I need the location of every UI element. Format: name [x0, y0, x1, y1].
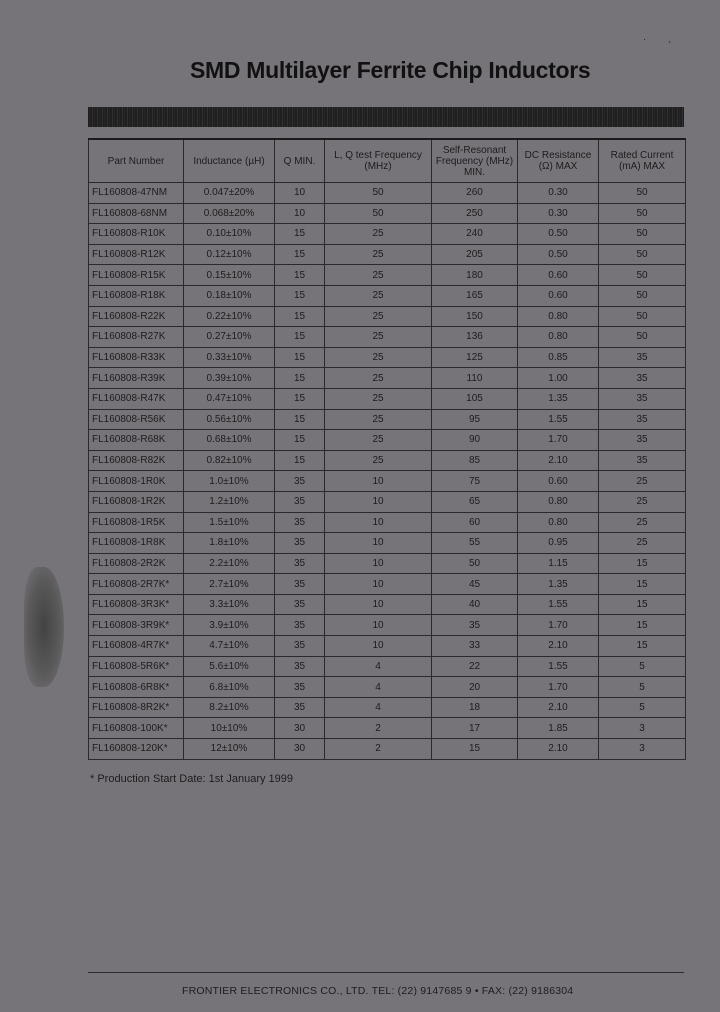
table-row: [89, 430, 686, 451]
cell-rated-current: 35: [599, 388, 686, 409]
table-row: [89, 553, 686, 574]
table-row: [89, 409, 686, 430]
cell-rated-current: 50: [599, 244, 686, 265]
cell-rated-current: 5: [599, 656, 686, 677]
table-row: [89, 636, 686, 657]
cell-test-frequency: 25: [325, 244, 432, 265]
cell-q-min: 35: [275, 512, 325, 533]
cell-part-number: FL160808-R15K: [89, 265, 184, 286]
cell-rated-current: 25: [599, 471, 686, 492]
cell-q-min: 10: [275, 183, 325, 204]
cell-inductance: 1.0±10%: [184, 471, 275, 492]
cell-inductance: 0.15±10%: [184, 265, 275, 286]
table-row: [89, 327, 686, 348]
cell-self-resonant-frequency: 165: [432, 285, 518, 306]
table-body: [89, 183, 686, 760]
cell-dc-resistance: 1.70: [518, 615, 599, 636]
cell-inductance: 10±10%: [184, 718, 275, 739]
cell-q-min: 35: [275, 677, 325, 698]
cell-self-resonant-frequency: 40: [432, 594, 518, 615]
table-row: [89, 183, 686, 204]
cell-inductance: 0.068±20%: [184, 203, 275, 224]
cell-dc-resistance: 0.50: [518, 224, 599, 245]
cell-rated-current: 5: [599, 677, 686, 698]
cell-self-resonant-frequency: 45: [432, 574, 518, 595]
cell-inductance: 8.2±10%: [184, 697, 275, 718]
cell-self-resonant-frequency: 65: [432, 491, 518, 512]
column-header-inductance: Inductance (µH): [184, 139, 275, 183]
cell-rated-current: 35: [599, 409, 686, 430]
cell-inductance: 0.39±10%: [184, 368, 275, 389]
cell-self-resonant-frequency: 180: [432, 265, 518, 286]
cell-test-frequency: 25: [325, 347, 432, 368]
cell-self-resonant-frequency: 150: [432, 306, 518, 327]
cell-dc-resistance: 0.85: [518, 347, 599, 368]
cell-rated-current: 15: [599, 615, 686, 636]
table-row: [89, 533, 686, 554]
cell-test-frequency: 10: [325, 574, 432, 595]
cell-q-min: 35: [275, 533, 325, 554]
cell-q-min: 15: [275, 450, 325, 471]
cell-inductance: 4.7±10%: [184, 636, 275, 657]
cell-self-resonant-frequency: 60: [432, 512, 518, 533]
cell-rated-current: 35: [599, 368, 686, 389]
table-row: [89, 697, 686, 718]
cell-rated-current: 50: [599, 327, 686, 348]
cell-inductance: 0.047±20%: [184, 183, 275, 204]
cell-q-min: 35: [275, 594, 325, 615]
cell-rated-current: 50: [599, 285, 686, 306]
cell-rated-current: 50: [599, 306, 686, 327]
cell-rated-current: 35: [599, 430, 686, 451]
cell-test-frequency: 25: [325, 285, 432, 306]
cell-dc-resistance: 1.35: [518, 574, 599, 595]
column-header-test-frequency: L, Q test Frequency (MHz): [325, 139, 432, 183]
page-title: SMD Multilayer Ferrite Chip Inductors: [190, 57, 591, 83]
cell-part-number: FL160808-2R2K: [89, 553, 184, 574]
cell-inductance: 0.10±10%: [184, 224, 275, 245]
cell-part-number: FL160808-R10K: [89, 224, 184, 245]
cell-test-frequency: 50: [325, 183, 432, 204]
cell-part-number: FL160808-1R2K: [89, 491, 184, 512]
cell-inductance: 0.56±10%: [184, 409, 275, 430]
cell-dc-resistance: 0.50: [518, 244, 599, 265]
cell-test-frequency: 10: [325, 512, 432, 533]
header-bar: [88, 107, 684, 127]
footer-contact: FRONTIER ELECTRONICS CO., LTD. TEL: (22) 9147685 9 • FAX: (22) 9186304: [182, 985, 574, 997]
cell-q-min: 15: [275, 347, 325, 368]
table-row: [89, 306, 686, 327]
cell-self-resonant-frequency: 240: [432, 224, 518, 245]
cell-rated-current: 3: [599, 718, 686, 739]
table-row: [89, 677, 686, 698]
table-row: [89, 574, 686, 595]
cell-q-min: 15: [275, 409, 325, 430]
cell-test-frequency: 2: [325, 718, 432, 739]
cell-inductance: 1.5±10%: [184, 512, 275, 533]
cell-inductance: 0.33±10%: [184, 347, 275, 368]
cell-dc-resistance: 0.60: [518, 471, 599, 492]
cell-self-resonant-frequency: 20: [432, 677, 518, 698]
cell-dc-resistance: 1.55: [518, 409, 599, 430]
cell-self-resonant-frequency: 50: [432, 553, 518, 574]
cell-inductance: 1.8±10%: [184, 533, 275, 554]
cell-q-min: 15: [275, 244, 325, 265]
cell-self-resonant-frequency: 75: [432, 471, 518, 492]
table-row: [89, 718, 686, 739]
cell-part-number: FL160808-6R8K*: [89, 677, 184, 698]
cell-q-min: 35: [275, 491, 325, 512]
cell-test-frequency: 50: [325, 203, 432, 224]
cell-self-resonant-frequency: 85: [432, 450, 518, 471]
cell-q-min: 35: [275, 471, 325, 492]
cell-test-frequency: 4: [325, 656, 432, 677]
cell-part-number: FL160808-R68K: [89, 430, 184, 451]
cell-rated-current: 50: [599, 183, 686, 204]
cell-self-resonant-frequency: 110: [432, 368, 518, 389]
cell-inductance: 0.47±10%: [184, 388, 275, 409]
cell-dc-resistance: 0.30: [518, 183, 599, 204]
cell-part-number: FL160808-R56K: [89, 409, 184, 430]
production-note: * Production Start Date: 1st January 1999: [90, 773, 294, 785]
cell-part-number: FL160808-R12K: [89, 244, 184, 265]
table-row: [89, 594, 686, 615]
cell-q-min: 35: [275, 574, 325, 595]
cell-self-resonant-frequency: 125: [432, 347, 518, 368]
cell-part-number: FL160808-R18K: [89, 285, 184, 306]
cell-rated-current: 35: [599, 450, 686, 471]
cell-self-resonant-frequency: 35: [432, 615, 518, 636]
cell-q-min: 30: [275, 739, 325, 760]
cell-part-number: FL160808-3R9K*: [89, 615, 184, 636]
cell-dc-resistance: 0.30: [518, 203, 599, 224]
cell-dc-resistance: 0.60: [518, 265, 599, 286]
column-header-part-number: Part Number: [89, 139, 184, 183]
cell-part-number: FL160808-1R8K: [89, 533, 184, 554]
cell-test-frequency: 10: [325, 636, 432, 657]
cell-dc-resistance: 1.85: [518, 718, 599, 739]
cell-inductance: 3.3±10%: [184, 594, 275, 615]
cell-dc-resistance: 1.35: [518, 388, 599, 409]
cell-q-min: 15: [275, 265, 325, 286]
cell-q-min: 15: [275, 285, 325, 306]
cell-self-resonant-frequency: 15: [432, 739, 518, 760]
cell-rated-current: 3: [599, 739, 686, 760]
cell-test-frequency: 10: [325, 491, 432, 512]
cell-q-min: 10: [275, 203, 325, 224]
cell-dc-resistance: 1.55: [518, 594, 599, 615]
cell-q-min: 15: [275, 224, 325, 245]
cell-self-resonant-frequency: 136: [432, 327, 518, 348]
cell-dc-resistance: 0.80: [518, 327, 599, 348]
cell-test-frequency: 25: [325, 224, 432, 245]
cell-part-number: FL160808-47NM: [89, 183, 184, 204]
cell-dc-resistance: 1.00: [518, 368, 599, 389]
table-row: [89, 347, 686, 368]
cell-rated-current: 25: [599, 491, 686, 512]
cell-test-frequency: 10: [325, 533, 432, 554]
cell-part-number: FL160808-1R5K: [89, 512, 184, 533]
cell-test-frequency: 10: [325, 615, 432, 636]
cell-test-frequency: 25: [325, 388, 432, 409]
cell-dc-resistance: 0.95: [518, 533, 599, 554]
cell-inductance: 2.7±10%: [184, 574, 275, 595]
cell-dc-resistance: 2.10: [518, 450, 599, 471]
table-row: [89, 368, 686, 389]
cell-part-number: FL160808-2R7K*: [89, 574, 184, 595]
cell-part-number: FL160808-R22K: [89, 306, 184, 327]
cell-test-frequency: 4: [325, 697, 432, 718]
table-row: [89, 388, 686, 409]
cell-part-number: FL160808-100K*: [89, 718, 184, 739]
table-row: [89, 285, 686, 306]
column-header-self-resonant-frequency: Self-Resonant Frequency (MHz) MIN.: [432, 139, 518, 183]
cell-test-frequency: 25: [325, 306, 432, 327]
cell-test-frequency: 25: [325, 368, 432, 389]
cell-q-min: 35: [275, 697, 325, 718]
cell-dc-resistance: 2.10: [518, 697, 599, 718]
cell-self-resonant-frequency: 55: [432, 533, 518, 554]
cell-self-resonant-frequency: 17: [432, 718, 518, 739]
table-row: [89, 656, 686, 677]
cell-inductance: 6.8±10%: [184, 677, 275, 698]
cell-test-frequency: 10: [325, 594, 432, 615]
cell-q-min: 15: [275, 388, 325, 409]
cell-self-resonant-frequency: 22: [432, 656, 518, 677]
cell-test-frequency: 10: [325, 471, 432, 492]
cell-part-number: FL160808-R39K: [89, 368, 184, 389]
cell-dc-resistance: 0.80: [518, 512, 599, 533]
cell-rated-current: 25: [599, 512, 686, 533]
cell-q-min: 15: [275, 327, 325, 348]
cell-q-min: 15: [275, 306, 325, 327]
cell-self-resonant-frequency: 205: [432, 244, 518, 265]
cell-part-number: FL160808-1R0K: [89, 471, 184, 492]
cell-q-min: 35: [275, 553, 325, 574]
cell-self-resonant-frequency: 260: [432, 183, 518, 204]
cell-rated-current: 50: [599, 265, 686, 286]
cell-part-number: FL160808-4R7K*: [89, 636, 184, 657]
table-row: [89, 203, 686, 224]
cell-test-frequency: 4: [325, 677, 432, 698]
cell-q-min: 35: [275, 615, 325, 636]
cell-q-min: 35: [275, 656, 325, 677]
table-row: [89, 450, 686, 471]
cell-test-frequency: 10: [325, 553, 432, 574]
table-row: [89, 265, 686, 286]
cell-test-frequency: 25: [325, 409, 432, 430]
cell-part-number: FL160808-8R2K*: [89, 697, 184, 718]
cell-inductance: 0.27±10%: [184, 327, 275, 348]
cell-q-min: 30: [275, 718, 325, 739]
cell-self-resonant-frequency: 90: [432, 430, 518, 451]
cell-rated-current: 5: [599, 697, 686, 718]
cell-self-resonant-frequency: 33: [432, 636, 518, 657]
column-header-q-min: Q MIN.: [275, 139, 325, 183]
cell-inductance: 12±10%: [184, 739, 275, 760]
table-header-row: [89, 139, 686, 183]
cell-part-number: FL160808-R47K: [89, 388, 184, 409]
cell-part-number: FL160808-3R3K*: [89, 594, 184, 615]
cell-dc-resistance: 1.70: [518, 677, 599, 698]
cell-rated-current: 15: [599, 574, 686, 595]
cell-inductance: 1.2±10%: [184, 491, 275, 512]
cell-q-min: 15: [275, 368, 325, 389]
cell-part-number: FL160808-R82K: [89, 450, 184, 471]
cell-inductance: 0.22±10%: [184, 306, 275, 327]
cell-inductance: 0.82±10%: [184, 450, 275, 471]
cell-part-number: FL160808-R27K: [89, 327, 184, 348]
table-row: [89, 244, 686, 265]
cell-rated-current: 15: [599, 553, 686, 574]
cell-inductance: 2.2±10%: [184, 553, 275, 574]
table-row: [89, 224, 686, 245]
cell-rated-current: 25: [599, 533, 686, 554]
cell-self-resonant-frequency: 95: [432, 409, 518, 430]
cell-q-min: 15: [275, 430, 325, 451]
cell-inductance: 5.6±10%: [184, 656, 275, 677]
table-row: [89, 491, 686, 512]
cell-test-frequency: 25: [325, 265, 432, 286]
cell-dc-resistance: 0.60: [518, 285, 599, 306]
footer-divider: [88, 972, 684, 973]
cell-rated-current: 35: [599, 347, 686, 368]
cell-test-frequency: 2: [325, 739, 432, 760]
cell-rated-current: 15: [599, 594, 686, 615]
scan-artifact: [24, 567, 64, 687]
cell-dc-resistance: 0.80: [518, 491, 599, 512]
column-header-dc-resistance: DC Resistance (Ω) MAX: [518, 139, 599, 183]
cell-dc-resistance: 1.15: [518, 553, 599, 574]
cell-self-resonant-frequency: 105: [432, 388, 518, 409]
scan-speck: · ,: [643, 34, 672, 44]
cell-test-frequency: 25: [325, 430, 432, 451]
cell-self-resonant-frequency: 250: [432, 203, 518, 224]
cell-dc-resistance: 2.10: [518, 739, 599, 760]
spec-table: [88, 138, 686, 760]
cell-dc-resistance: 1.70: [518, 430, 599, 451]
cell-part-number: FL160808-68NM: [89, 203, 184, 224]
cell-test-frequency: 25: [325, 450, 432, 471]
cell-dc-resistance: 1.55: [518, 656, 599, 677]
table-row: [89, 471, 686, 492]
cell-q-min: 35: [275, 636, 325, 657]
cell-inductance: 0.12±10%: [184, 244, 275, 265]
table-row: [89, 739, 686, 760]
column-header-rated-current: Rated Current (mA) MAX: [599, 139, 686, 183]
cell-dc-resistance: 2.10: [518, 636, 599, 657]
cell-part-number: FL160808-5R6K*: [89, 656, 184, 677]
cell-inductance: 0.18±10%: [184, 285, 275, 306]
cell-rated-current: 50: [599, 203, 686, 224]
cell-dc-resistance: 0.80: [518, 306, 599, 327]
cell-self-resonant-frequency: 18: [432, 697, 518, 718]
cell-rated-current: 50: [599, 224, 686, 245]
cell-inductance: 0.68±10%: [184, 430, 275, 451]
table-row: [89, 512, 686, 533]
cell-part-number: FL160808-120K*: [89, 739, 184, 760]
cell-test-frequency: 25: [325, 327, 432, 348]
cell-part-number: FL160808-R33K: [89, 347, 184, 368]
cell-inductance: 3.9±10%: [184, 615, 275, 636]
table-row: [89, 615, 686, 636]
cell-rated-current: 15: [599, 636, 686, 657]
